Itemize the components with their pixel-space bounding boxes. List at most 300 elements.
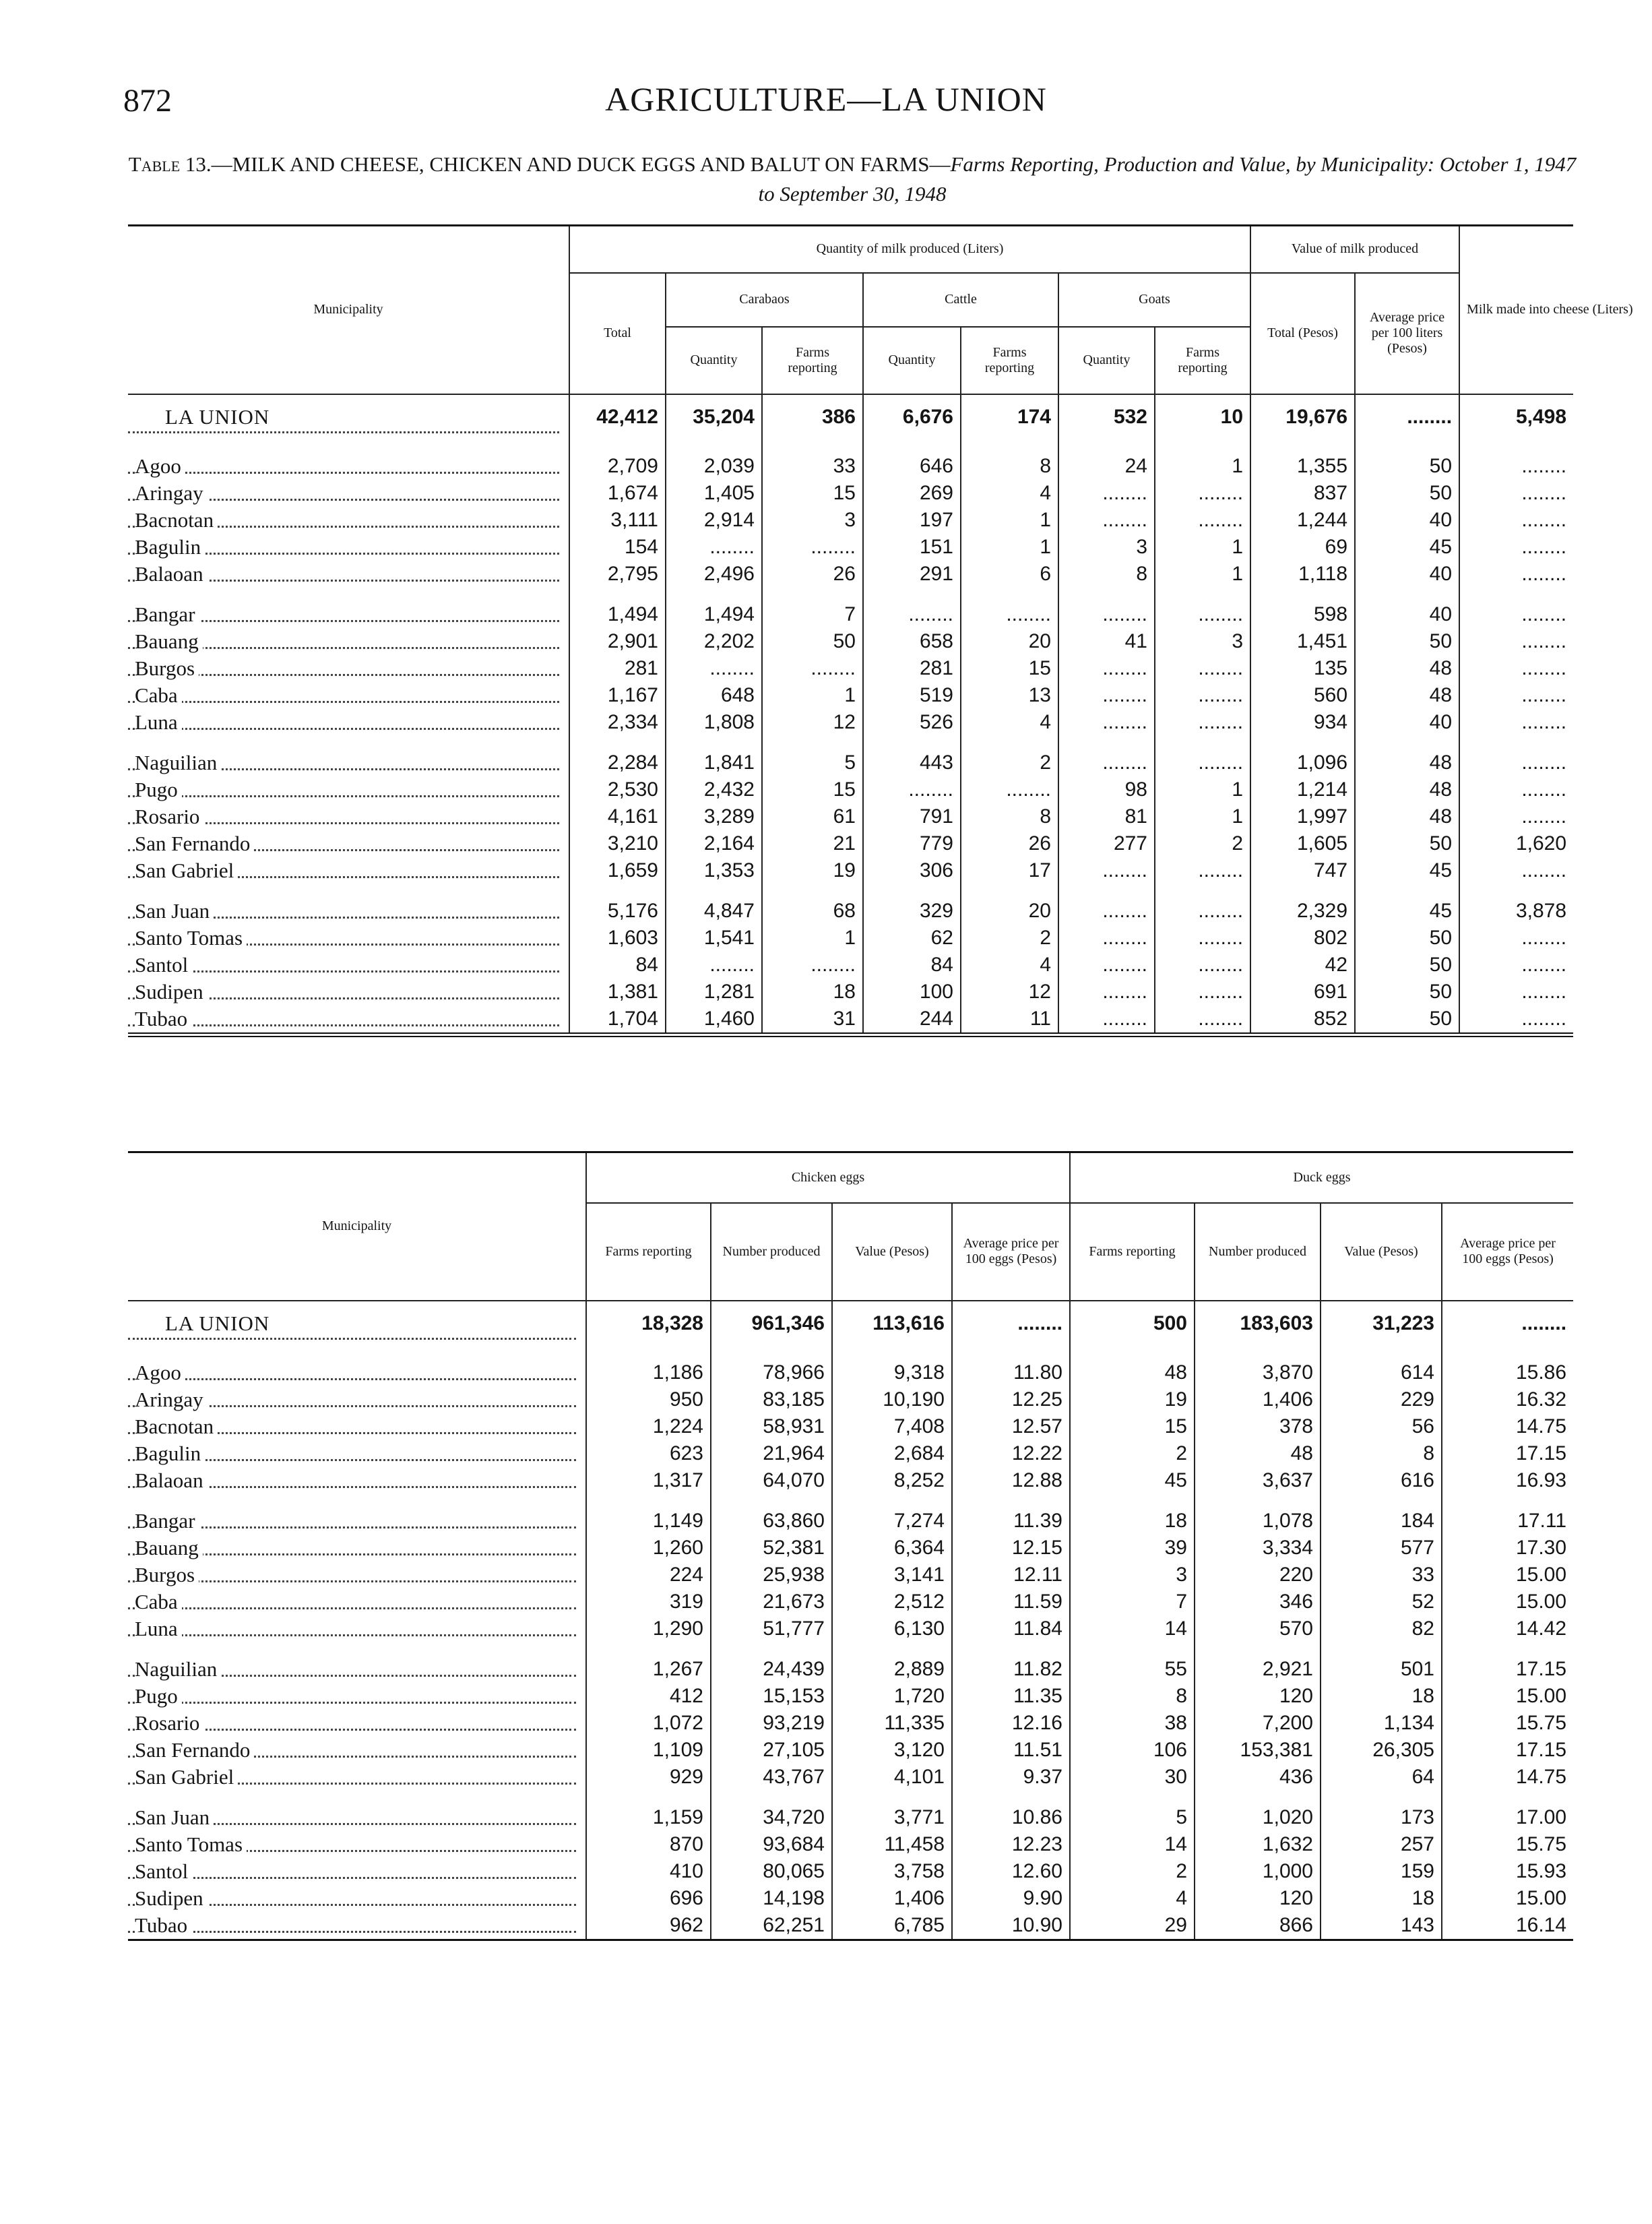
table-cell: 42,412 [569,394,666,439]
table-cell: 696 [586,1885,711,1912]
municipality-name [128,655,569,682]
table-cell: 11,458 [832,1831,952,1858]
table-cell: 378 [1195,1413,1321,1440]
table-cell: 41 [1058,628,1155,655]
spacer-cell [666,736,762,749]
spacer-cell [128,1346,586,1359]
table-cell: 7,274 [832,1508,952,1535]
spacer-cell [1250,588,1355,601]
total-row [128,394,1573,439]
table-row [128,952,1573,979]
table-cell: 2,039 [666,453,762,480]
municipality-label: LA UNION [165,405,274,429]
table-cell: ........ [1155,507,1250,534]
municipality-name [128,1588,586,1615]
header-value-total: Total (Pesos) [1250,273,1355,394]
table-cell: 30 [1070,1764,1195,1791]
municipality-name [128,749,569,776]
table-cell: 69 [1250,534,1355,561]
table-cell: ........ [1521,1007,1567,1030]
municipality-label: Tubao [135,1007,191,1030]
table-cell: 6,130 [832,1615,952,1642]
table-cell: ........ [1058,925,1155,952]
group-spacer [128,1791,1573,1804]
spacer-cell [863,736,961,749]
spacer-cell [1195,1494,1321,1508]
table-row [128,749,1573,776]
table-cell: 1,290 [586,1615,711,1642]
spacer-cell [666,588,762,601]
municipality-label: Bagulin [135,1442,205,1465]
municipality-name [128,682,569,709]
table-row [128,601,1573,628]
spacer-cell [1321,1346,1442,1359]
table-cell: 61 [762,803,863,830]
spacer-cell [863,884,961,898]
table-cell: 229 [1321,1386,1442,1413]
table-cell: 197 [863,507,961,534]
table-row [128,979,1573,1006]
table-cell: ........ [1155,655,1250,682]
table-cell: 5 [1070,1804,1195,1831]
table-cell: 12.60 [952,1858,1070,1885]
table-cell: 17.15 [1515,1442,1567,1464]
table-cell: 3 [762,507,863,534]
spacer-cell [762,884,863,898]
municipality-label: San Juan [135,899,214,923]
municipality-label: Santol [135,1859,192,1883]
table-cell: 961,346 [711,1301,832,1346]
table-cell: 4 [961,952,1058,979]
table-cell: 83,185 [711,1386,832,1413]
table-cell: 934 [1250,709,1355,736]
table-cell: 42 [1250,952,1355,979]
table-cell: 50 [1355,628,1459,655]
table-cell: 614 [1321,1359,1442,1386]
table-cell: 500 [1070,1301,1195,1346]
header-chicken-group: Chicken eggs [586,1152,1070,1203]
table-cell: 15.75 [1515,1711,1567,1734]
table-cell: 18 [1321,1885,1442,1912]
table-row [128,1912,1573,1940]
table-row [128,830,1573,857]
table-cell: 1,460 [666,1006,762,1035]
table-cell: 1,494 [666,601,762,628]
municipality-label: Burgos [135,656,199,680]
municipality-label: Bauang [135,629,203,653]
spacer-cell [1058,439,1155,453]
table-row [128,776,1573,803]
table-cell: ........ [952,1301,1070,1346]
table-row [128,1831,1573,1858]
header-chicken-avg-price: Average price per 100 eggs (Pesos) [952,1203,1070,1301]
spacer-cell [711,1791,832,1804]
table-cell: 257 [1321,1831,1442,1858]
table-cell: 52 [1321,1588,1442,1615]
table-row [128,1588,1573,1615]
table-cell: ........ [1521,953,1567,976]
table-cell: 34,720 [711,1804,832,1831]
table-cell: ........ [1155,682,1250,709]
municipality-label: Rosario [135,805,203,828]
spacer-cell [569,736,666,749]
table-cell: 2,202 [666,628,762,655]
spacer-cell [1058,736,1155,749]
table-cell: 747 [1250,857,1355,884]
group-spacer [128,736,1573,749]
spacer-cell [1250,439,1355,453]
header-cattle-farms: Farms reporting [961,327,1058,394]
table-cell: 20 [961,898,1058,925]
table-cell: 63,860 [711,1508,832,1535]
table-cell: 40 [1355,601,1459,628]
municipality-name [128,1858,586,1885]
table-cell: 648 [666,682,762,709]
table-cell: 1 [762,682,863,709]
page-number: 872 [123,83,172,119]
table-row [128,628,1573,655]
table-cell: 19 [762,857,863,884]
table-row [128,1615,1573,1642]
table-row [128,480,1573,507]
table-cell: 1 [1155,561,1250,588]
table-cell: 52,381 [711,1535,832,1562]
eggs-table-body [128,1301,1573,1940]
spacer-cell [832,1642,952,1656]
municipality-label: Rosario [135,1711,203,1735]
spacer-cell [1321,1494,1442,1508]
table-cell: 19,676 [1250,394,1355,439]
municipality-label: Pugo [135,1684,182,1708]
table-cell: 82 [1321,1615,1442,1642]
header-value-group: Value of milk produced [1250,226,1459,273]
dot-leader [128,1877,576,1879]
table-cell: 5,176 [569,898,666,925]
spacer-cell [952,1494,1070,1508]
table-cell: ........ [1521,710,1567,733]
table-cell: 48 [1355,682,1459,709]
table-cell: 2 [1070,1858,1195,1885]
table-row [128,857,1573,884]
table-cell: 1 [1155,453,1250,480]
table-cell: ........ [1355,394,1459,439]
table-cell: 2 [1155,830,1250,857]
header-duck-number: Number produced [1195,1203,1321,1301]
caption-label: Table 13. [128,152,212,176]
spacer-cell [1058,588,1155,601]
table-cell: 50 [1355,952,1459,979]
municipality-label: Sudipen [135,1886,208,1910]
dot-leader [128,1634,576,1636]
table-row [128,898,1573,925]
table-cell: 623 [586,1440,711,1467]
table-row [128,534,1573,561]
table-cell: ........ [863,601,961,628]
table-cell: 80,065 [711,1858,832,1885]
table-cell: 2,795 [569,561,666,588]
table-cell: 866 [1195,1912,1321,1940]
table-cell: 2,334 [569,709,666,736]
table-cell: 120 [1195,1683,1321,1710]
table-cell: ........ [1058,601,1155,628]
table-cell: 8 [961,453,1058,480]
table-cell: 1,214 [1250,776,1355,803]
table-cell: 2,164 [666,830,762,857]
municipality-name [128,1683,586,1710]
header-chicken-value: Value (Pesos) [832,1203,952,1301]
header-duck-value: Value (Pesos) [1321,1203,1442,1301]
municipality-label: Tubao [135,1913,191,1937]
table-cell: 50 [1355,979,1459,1006]
table-cell: 3,771 [832,1804,952,1831]
spacer-cell [1058,884,1155,898]
table-cell: 2,921 [1195,1656,1321,1683]
spacer-cell [586,1791,711,1804]
table-cell: ........ [1155,952,1250,979]
table-cell: 1,541 [666,925,762,952]
table-cell: ........ [1521,481,1567,504]
municipality-label: San Juan [135,1805,214,1829]
table-cell: 1,109 [586,1737,711,1764]
municipality-label: Bauang [135,1536,203,1559]
table-cell: 11.35 [952,1683,1070,1710]
table-cell: ........ [762,534,863,561]
table-cell: 1,078 [1195,1508,1321,1535]
table-cell: ........ [762,952,863,979]
municipality-name [128,1508,586,1535]
municipality-label: San Gabriel [135,859,238,882]
table-cell: 31,223 [1321,1301,1442,1346]
table-row [128,1006,1573,1035]
table-cell: 837 [1250,480,1355,507]
table-cell: 106 [1070,1737,1195,1764]
table-cell: ........ [1155,898,1250,925]
spacer-cell [569,439,666,453]
table-cell: 386 [762,394,863,439]
spacer-cell [952,1791,1070,1804]
table-cell: 1,159 [586,1804,711,1831]
spacer-cell [961,588,1058,601]
municipality-label: Caba [135,1590,182,1613]
table-cell: ........ [666,952,762,979]
municipality-label: San Fernando [135,1738,254,1762]
spacer-cell [666,439,762,453]
table-row [128,925,1573,952]
spacer-cell [762,439,863,453]
table-cell: 1 [961,507,1058,534]
table-row [128,1656,1573,1683]
header-cattle-quantity: Quantity [863,327,961,394]
table-cell: 2,432 [666,776,762,803]
spacer-cell [586,1642,711,1656]
header-carabao-quantity: Quantity [666,327,762,394]
spacer-cell [1442,1494,1573,1508]
table-cell: ........ [1155,979,1250,1006]
table-cell: ........ [1058,655,1155,682]
table-cell: 319 [586,1588,711,1615]
table-cell: 3,111 [569,507,666,534]
table-cell: 1,281 [666,979,762,1006]
table-cell: 33 [762,453,863,480]
table-cell: ........ [1058,507,1155,534]
table-row [128,1386,1573,1413]
table-cell: 48 [1355,749,1459,776]
table-cell: 3,334 [1195,1535,1321,1562]
table-cell: 45 [1070,1467,1195,1494]
spacer-cell [1070,1791,1195,1804]
municipality-label: Bacnotan [135,508,218,532]
table-cell: 929 [586,1764,711,1791]
table-cell: 1,096 [1250,749,1355,776]
table-cell: ........ [1058,952,1155,979]
spacer-cell [832,1494,952,1508]
table-cell: 81 [1058,803,1155,830]
table-cell: 1,451 [1250,628,1355,655]
table-cell: ........ [1521,859,1567,882]
municipality-name [128,1804,586,1831]
table-cell: ........ [1058,749,1155,776]
milk-table [128,224,1633,1037]
table-cell: 14 [1070,1831,1195,1858]
table-cell: 577 [1321,1535,1442,1562]
municipality-name [128,1912,586,1940]
table-cell: 15.00 [1515,1563,1567,1586]
table-cell: ........ [1058,480,1155,507]
dot-leader [128,701,559,703]
municipality-name [128,507,569,534]
header-duck-avg-price: Average price per 100 eggs (Pesos) [1442,1203,1573,1301]
table-cell: 12.11 [952,1562,1070,1588]
table-cell: 10.86 [952,1804,1070,1831]
municipality-label: Balaoan [135,1469,208,1492]
municipality-name [128,1764,586,1791]
caption-title: —MILK AND CHEESE, CHICKEN AND DUCK EGGS AND BALUT ON FARMS— [211,152,951,176]
table-cell: 8 [1321,1440,1442,1467]
municipality-label: Luna [135,710,182,734]
table-cell: 5,498 [1459,394,1573,439]
table-cell: 7,408 [832,1413,952,1440]
table-cell: 153,381 [1195,1737,1321,1764]
table-row [128,1562,1573,1588]
header-chicken-farms: Farms reporting [586,1203,711,1301]
table-cell: 1,494 [569,601,666,628]
table-cell: 16.93 [1515,1469,1567,1491]
table-row [128,453,1573,480]
table-cell: 84 [569,952,666,979]
spacer-cell [128,736,569,749]
table-cell: 4 [961,480,1058,507]
table-cell: ........ [961,776,1058,803]
table-cell: 410 [586,1858,711,1885]
spacer-cell [1355,884,1459,898]
municipality-name [128,1006,569,1035]
table-cell: 329 [863,898,961,925]
group-spacer [128,1494,1573,1508]
group-spacer [128,1346,1573,1359]
spacer-cell [1070,1642,1195,1656]
table-cell: 135 [1250,655,1355,682]
table-cell: 25,938 [711,1562,832,1588]
spacer-cell [711,1642,832,1656]
dot-leader [128,431,559,433]
table-cell: 526 [863,709,961,736]
municipality-label: Pugo [135,778,182,801]
table-cell: 26 [762,561,863,588]
table-cell: 1 [961,534,1058,561]
header-carabaos: Carabaos [666,273,863,327]
table-cell: 14.75 [1515,1765,1567,1788]
table-cell: 1,000 [1195,1858,1321,1885]
table-cell: 436 [1195,1764,1321,1791]
table-cell: 1,381 [569,979,666,1006]
table-cell: 17.11 [1517,1509,1567,1532]
table-cell: 1,244 [1250,507,1355,534]
dot-leader [128,1931,576,1933]
table-cell: ........ [1058,1006,1155,1035]
table-cell: 962 [586,1912,711,1940]
table-cell: ........ [1521,751,1567,774]
table-cell: 3 [1070,1562,1195,1588]
table-cell: ........ [1521,656,1567,679]
header-municipality: Municipality [128,1152,586,1301]
spacer-cell [1355,588,1459,601]
table-cell: 100 [863,979,961,1006]
municipality-name [128,830,569,857]
table-cell: 12.15 [952,1535,1070,1562]
spacer-cell [1155,439,1250,453]
header-avg-price: Average price per 100 liters (Pesos) [1355,273,1459,394]
spacer-cell [1070,1346,1195,1359]
header-total: Total [569,273,666,394]
table-row [128,682,1573,709]
table-cell: 27,105 [711,1737,832,1764]
table-cell: 4 [961,709,1058,736]
table-cell: 64,070 [711,1467,832,1494]
table-cell: 306 [863,857,961,884]
spacer-cell [1355,439,1459,453]
table-row [128,1440,1573,1467]
table-cell: 15,153 [711,1683,832,1710]
municipality-label: Santo Tomas [135,926,247,950]
table-cell: 519 [863,682,961,709]
spacer-cell [666,884,762,898]
table-cell: 68 [762,898,863,925]
municipality-label: Sudipen [135,980,208,1003]
dot-leader [128,1338,576,1340]
dot-leader [128,728,559,730]
municipality-name [128,1301,586,1346]
municipality-label: Balaoan [135,562,208,586]
table-cell: 1,118 [1250,561,1355,588]
table-cell: 17 [961,857,1058,884]
table-row [128,1710,1573,1737]
table-cell: 15 [762,776,863,803]
table-cell: 78,966 [711,1359,832,1386]
caption-subtitle: Farms Reporting, Production and Value, by Municipality: October 1, 1947 to September 30, 1948 [758,152,1577,206]
municipality-name [128,601,569,628]
municipality-name [128,1440,586,1467]
municipality-name [128,979,569,1006]
table-cell: 93,684 [711,1831,832,1858]
table-cell: 2,709 [569,453,666,480]
table-row [128,1508,1573,1535]
table-cell: 56 [1321,1413,1442,1440]
municipality-name [128,534,569,561]
table-cell: 1,167 [569,682,666,709]
table-cell: 14 [1070,1615,1195,1642]
table-cell: 2,530 [569,776,666,803]
table-cell: ........ [1521,805,1567,828]
